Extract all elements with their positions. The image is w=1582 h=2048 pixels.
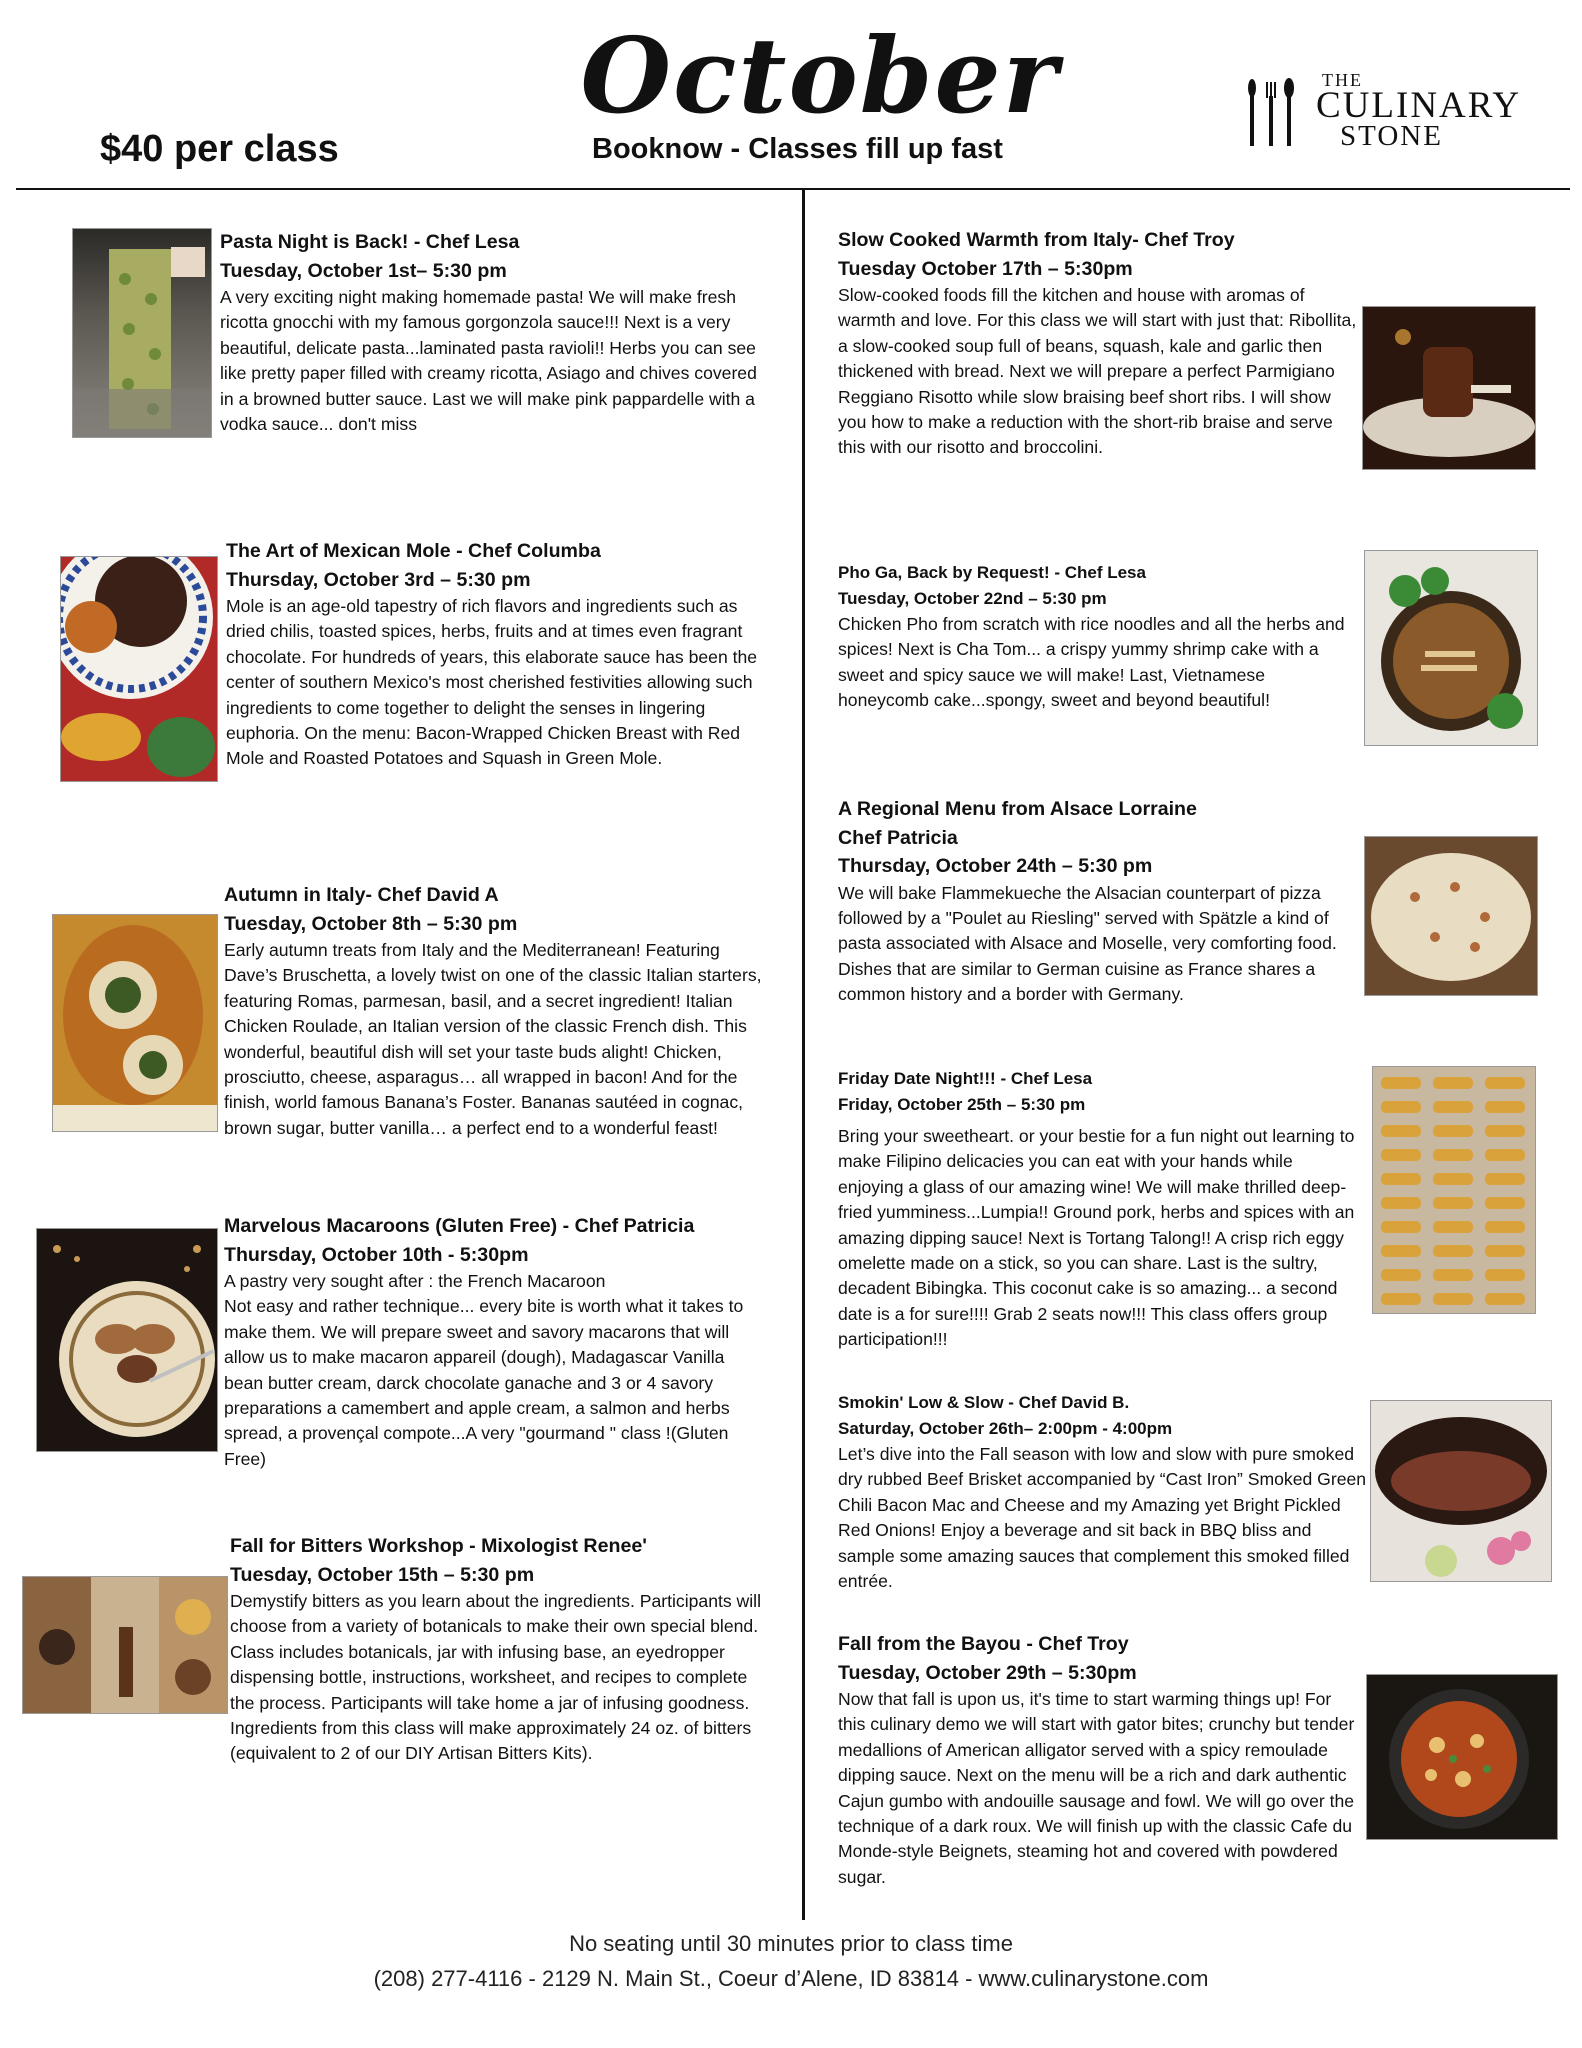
event-title: Smokin' Low & Slow - Chef David B. [838, 1393, 1130, 1412]
roulade-icon [53, 915, 217, 1131]
mole-plate-icon [61, 557, 217, 781]
event-card [224, 1212, 764, 1472]
event-description: A very exciting night making homemade pasta! We will make fresh ricotta gnocchi with my famous gorgonzola sauce!!! Next is a very beautiful, delicate pasta...laminated pasta ravioli!! Herbs you can see like pretty paper filled with creamy ricotta, Asiago and chives covered in a browned butter sauce. Last we will make pink pappardelle with a vodka sauce... don't miss [220, 287, 757, 435]
event-title: Marvelous Macaroons (Gluten Free) - Chef Patricia [224, 1215, 695, 1237]
event-card [838, 795, 1358, 1008]
event-date: Thursday, October 3rd – 5:30 pm [226, 568, 531, 591]
event-date: Tuesday, October 29th – 5:30pm [838, 1661, 1137, 1684]
roulade-photo [52, 914, 218, 1132]
event-card [220, 228, 760, 437]
event-description: Now that fall is upon us, it's time to start warming things up! For this culinary demo we will start with gator bites; crunchy but tender medallions of American alligator served with a spicy remoulade dipping sauce. Next on the menu will be a rich and dark authentic Cajun gumbo with andouille sausage and fowl. We will go over the technique of a dark roux. We will finish up with the classic Cafe du Monde-style Beignets, steaming hot and covered with powdered sugar. [838, 1689, 1355, 1887]
event-date: Tuesday, October 8th – 5:30 pm [224, 912, 518, 935]
event-card [838, 560, 1358, 714]
event-card [838, 226, 1358, 461]
event-title: Pho Ga, Back by Request! - Chef Lesa [838, 563, 1146, 582]
price-label: $40 per class [100, 128, 339, 170]
event-title: A Regional Menu from Alsace Lorraine [838, 798, 1197, 820]
event-date: Friday, October 25th – 5:30 pm [838, 1095, 1086, 1114]
mole-photo [60, 556, 218, 782]
pasta-photo [72, 228, 212, 438]
gumbo-photo [1366, 1674, 1558, 1840]
event-description: Early autumn treats from Italy and the Mediterranean! Featuring Dave’s Bruschetta, a lovely twist on one of the classic Italian starters, featuring Romas, parmesan, basil, and a secret ingredient! Italian Chicken Roulade, an Italian version of the classic French dish. This wonderful, beautiful dish will set your taste buds alight! Chicken, prosciutto, cheese, asparagus… all wrapped in bacon! And for the finish, world famous Banana’s Foster. Bananas sautéed in cognac, brown sugar, butter vanilla… a perfect end to a wonderful feast! [224, 940, 762, 1138]
event-card [838, 1630, 1358, 1890]
event-title: Pasta Night is Back! - Chef Lesa [220, 231, 520, 253]
event-description: Chicken Pho from scratch with rice noodles and all the herbs and spices! Next is Cha Tom... a crispy yummy shrimp cake with a sweet and spicy sauce we will make! Last, Vietnamese honeycomb cake...spongy, sweet and beyond beautiful! [838, 614, 1345, 711]
pho-photo [1364, 550, 1538, 746]
page-title: October [580, 14, 1060, 137]
event-date: Saturday, October 26th– 2:00pm - 4:00pm [838, 1419, 1173, 1438]
lumpia-rack-icon [1373, 1067, 1535, 1313]
event-title: Fall for Bitters Workshop - Mixologist Renee' [230, 1535, 647, 1557]
bitters-collage-icon [23, 1577, 227, 1713]
event-card [838, 1390, 1368, 1594]
utensils-icon [1246, 76, 1296, 148]
event-card [838, 1066, 1358, 1353]
event-title: Autumn in Italy- Chef David A [224, 884, 499, 906]
event-date: Tuesday, October 1st– 5:30 pm [220, 259, 507, 282]
pasta-sheet-icon [73, 229, 211, 437]
event-description: Bring your sweetheart. or your bestie for a fun night out learning to make Filipino delicacies you can eat with your hands while enjoying a glass of our amazing wine! We will make thrilled deep-fried yumminess...Lumpia!! Ground pork, herbs and spices with an amazing dipping sauce! Next is Tortang Talong!! A crisp rich eggy omelette made on a stick, so you can share. Last is the sultry, decadent Bibingka. This coconut cake is so amazing... a second date is a for sure!!!! Grab 2 seats now!!! This class offers group participation!!! [838, 1126, 1355, 1350]
booknow-tagline: Booknow - Classes fill up fast [592, 133, 1003, 165]
event-card [226, 537, 766, 772]
brisket-icon [1371, 1401, 1551, 1581]
event-date: Thursday, October 10th - 5:30pm [224, 1243, 529, 1266]
footer-seating-note: No seating until 30 minutes prior to class time [569, 1931, 1013, 1956]
event-description: We will bake Flammekueche the Alsacian counterpart of pizza followed by a "Poulet au Riesling" served with Spätzle a kind of pasta associated with Alsace and Moselle, very comforting food. Dishes that are similar to German cuisine as France shares a common history and a border with Germany. [838, 882, 1337, 1005]
footer-contact: (208) 277-4116 - 2129 N. Main St., Coeur d’Alene, ID 83814 - www.culinarystone.com [373, 1966, 1209, 1991]
event-date: Tuesday, October 15th – 5:30 pm [230, 1563, 535, 1586]
culinary-stone-logo [1238, 66, 1538, 156]
shortrib-plate-icon [1363, 307, 1535, 469]
event-title: Friday Date Night!!! - Chef Lesa [838, 1069, 1093, 1088]
event-date: Thursday, October 24th – 5:30 pm [838, 855, 1153, 877]
event-card [224, 881, 764, 1141]
column-divider [802, 190, 805, 1920]
event-description: Mole is an age-old tapestry of rich flavors and ingredients such as dried chilis, toasted spices, herbs, fruits and at times even fragrant chocolate. For hundreds of years, this elaborate sauce has been the center of southern Mexico's most cherished festivities allowing such ingredients to come together to delight the senses in lingering euphoria. On the menu: Bacon-Wrapped Chicken Breast with Red Mole and Roasted Potatoes and Squash in Green Mole. [226, 596, 758, 769]
macaron-photo [36, 1228, 218, 1452]
flammekueche-icon [1365, 837, 1537, 995]
logo-line-culinary: CULINARY [1316, 85, 1522, 126]
lumpia-photo [1372, 1066, 1536, 1314]
macaron-plate-icon [37, 1229, 217, 1451]
shortrib-photo [1362, 306, 1536, 470]
flammekueche-photo [1364, 836, 1538, 996]
event-title: Fall from the Bayou - Chef Troy [838, 1633, 1129, 1655]
event-description: Slow-cooked foods fill the kitchen and house with aromas of warmth and love. For this class we will start with just that: Ribollita, a slow-cooked soup full of beans, squash, kale and garlic then thickened with bread. Next we will prepare a perfect Parmigiano Reggiano Risotto while slow braising beef short ribs. I will show you how to make a reduction with the short-rib braise and serve this with our risotto and broccolini. [838, 285, 1357, 458]
gumbo-skillet-icon [1367, 1675, 1557, 1839]
logo-line-the: THE [1322, 70, 1363, 90]
event-description: Let’s dive into the Fall season with low and slow with pure smoked dry rubbed Beef Brisket accompanied by “Cast Iron” Smoked Green Chili Bacon Mac and Cheese and my Amazing yet Bright Pickled Red Onions! Enjoy a beverage and sit back in BBQ bliss and sample some amazing sauces that complement this smoked filled entrée. [838, 1444, 1367, 1592]
bitters-photo [22, 1576, 228, 1714]
event-title: The Art of Mexican Mole - Chef Columba [226, 540, 601, 562]
event-date: Tuesday October 17th – 5:30pm [838, 257, 1133, 280]
event-description: Demystify bitters as you learn about the ingredients. Participants will choose from a variety of botanicals to make their own special blend. Class includes botanicals, jar with infusing base, an eyedropper dispensing bottle, instructions, worksheet, and recipes to complete the process. Participants will take home a jar of infusing goodness. Ingredients from this class will make approximately 24 oz. of bitters (equivalent to 2 of our DIY Artisan Bitters Kits). [230, 1591, 761, 1764]
event-subtitle: Chef Patricia [838, 826, 958, 849]
header-divider [16, 188, 1570, 190]
event-title: Slow Cooked Warmth from Italy- Chef Troy [838, 229, 1235, 251]
brisket-photo [1370, 1400, 1552, 1582]
event-card [230, 1532, 770, 1767]
logo-line-stone: STONE [1340, 120, 1443, 152]
event-date: Tuesday, October 22nd – 5:30 pm [838, 589, 1107, 608]
event-description: A pastry very sought after : the French Macaroon Not easy and rather technique... every bite is worth what it takes to make them. We will prepare sweet and savory macarons that will allow us to make macaron appareil (dough), Madagascar Vanilla bean butter cream, darck chocolate ganache and 3 or 4 savory preparations a camembert and apple cream, a salmon and herbs spread, a provençal compote...A very "gourmand " class !(Gluten Free) [224, 1271, 744, 1469]
pho-bowl-icon [1365, 551, 1537, 745]
